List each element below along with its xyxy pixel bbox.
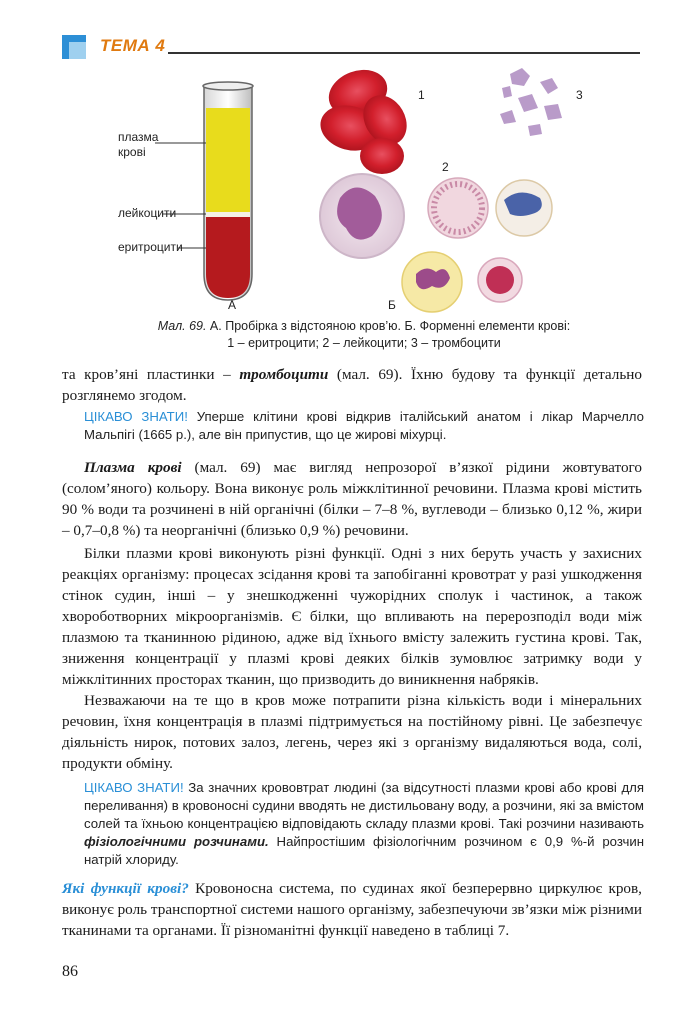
label-b: Б — [388, 298, 396, 312]
fact-box-2-term: фізіологічними розчинами. — [84, 834, 269, 849]
leukocytes-illustration — [320, 174, 552, 312]
plasma-label: плазма крові — [118, 130, 159, 159]
leukocyte-layer — [206, 212, 250, 217]
figure-caption — [84, 318, 644, 352]
label-1: 1 — [418, 88, 425, 102]
chapter-title: ТЕМА 4 — [100, 36, 166, 55]
caption-line-2: 1 – еритроцити; 2 – лейкоцити; 3 – тромбоцити — [227, 336, 501, 350]
p4-text: Незважаючи на те що в кров може потрапити різна кількість води і мінеральних речовин, їхня концентрація в плазмі підтримується на постійному рівні. Це забезпечує діяльність нирок, потових залоз, легень, через які з організму видаляються вода, солі, продукти обміну. — [62, 692, 642, 772]
caption-lead: Мал. 69. — [157, 319, 207, 333]
fact-box-1-tag: ЦІКАВО ЗНАТИ! — [84, 409, 188, 424]
p5-text: Кровоносна система, по судинах якої безперервно циркулює кров, виконує роль транспортної системи нашого організму, забезпечуючи зв’язки між різними тканинами та органами. Її різноманітні функції наведено в таблиці 7. — [62, 880, 642, 939]
caption-line-1: А. Пробірка з відстояною кров’ю. Б. Форменні елементи крові: — [206, 319, 571, 333]
p2-term: Плазма крові — [84, 459, 182, 476]
header-square-icon — [62, 35, 86, 59]
fact-box-2-text-b: Найпростішим фізіологічним розчином є 0,9 %-й розчин натрій хлориду. — [84, 834, 644, 867]
leukocyte-label: лейкоцити — [118, 206, 177, 220]
label-3: 3 — [576, 88, 583, 102]
p1-text-b: (мал. 69). Їхню будову та функції детально розглянемо згодом. — [62, 366, 642, 404]
paragraph-4 — [62, 690, 642, 774]
fact-box-2 — [84, 779, 644, 869]
p2-text: (мал. 69) має вигляд непрозорої в’язкої рідини жовтуватого (солом’яного) кольору. Вона виконує роль міжклітинної речовини. Плазма крові містить 90 % води та розчинені в ній органічні (білки – 7–8 %, вуглеводи – близько 0,12 %, жири – 0,7–0,8 %) та неорганічні (близько 0,9 %) речовини. — [62, 459, 643, 539]
p3-text: Білки плазми крові виконують різні функції. Одні з них беруть участь у захисних реакціях організму: процесах зсідання крові та запобіганні кровотрат у разі ушкодження стінок судин, інші – у знешкодженні чужорідних сполук і частинок, а також хвороботворних мікроорганізмів. Є білки, що впливають на перерозподіл води між плазмою та тканинною рідиною, адже від їхнього вмісту залежить густина крові. Так, зниження концентрації у плазмі крові деяких білків зумовлює затримку води у міжклітинних просторах тканин, що призводить до виникнення набряків. — [62, 545, 642, 688]
fact-box-1-text: Уперше клітини крові відкрив італійський анатом і лікар Марчелло Мальпігі (1665 р.), але він припустив, що це жирові міхурці. — [84, 409, 644, 442]
fact-box-2-tag: ЦІКАВО ЗНАТИ! — [84, 780, 184, 795]
page-number: 86 — [62, 963, 78, 980]
erythrocyte-label: еритроцити — [118, 240, 183, 254]
figure-69 — [100, 68, 600, 318]
paragraph-2 — [62, 457, 642, 541]
p5-question: Які функції крові? — [62, 880, 189, 897]
platelets-illustration — [500, 68, 562, 136]
test-tube — [155, 82, 253, 300]
figure-illustration — [100, 68, 600, 318]
plasma-layer — [206, 108, 250, 212]
erythrocytes-illustration — [315, 68, 415, 174]
paragraph-1 — [62, 364, 642, 406]
p1-term: тромбоцити — [239, 366, 329, 383]
paragraph-3 — [62, 543, 642, 690]
fact-box-1 — [84, 408, 644, 444]
label-a: А — [228, 298, 237, 312]
erythrocyte-layer — [206, 217, 250, 298]
fact-box-2-text-a: За значних крововтрат людині (за відсутності плазми крові або крові для переливання) в кровоносні судини вводять не дистильовану воду, а розчини, які за вмістом солей та їхньою концентрацією відповідають складу плазми крові. Такі розчини називають — [84, 780, 644, 831]
paragraph-5 — [62, 878, 642, 941]
p1-text-a: та кров’яні пластинки – — [62, 366, 240, 383]
label-2: 2 — [442, 160, 449, 174]
header-rule — [168, 52, 640, 54]
